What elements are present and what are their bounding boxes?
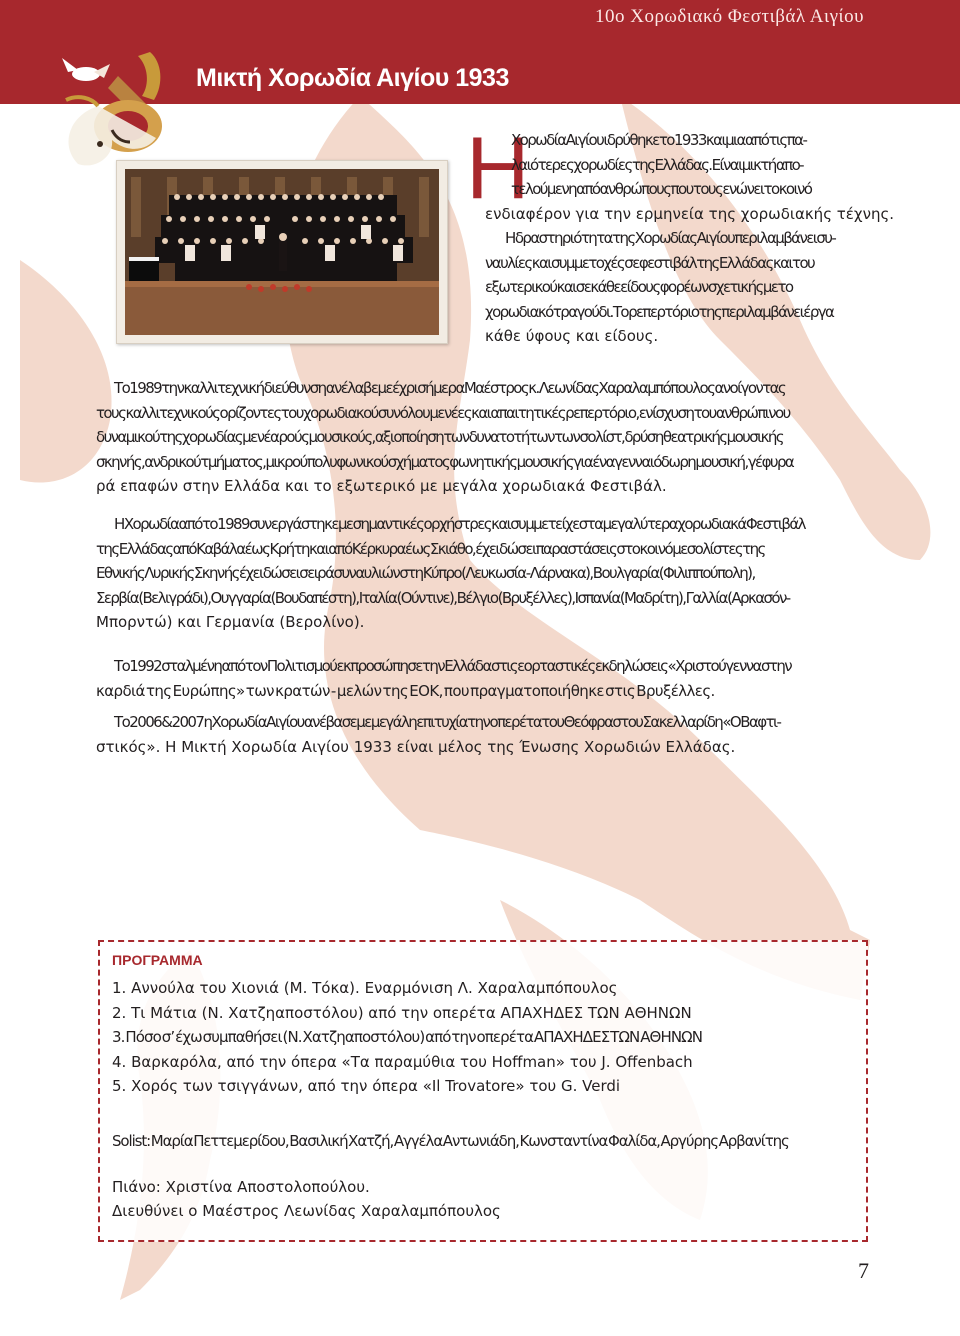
text-line: Σερβία (Βελιγράδι), Ουγγαρία (Βουδαπέστη), Ιταλία (Ούντινε), Βέλγιο (Βρυξέλλες), Ισπανία (Μαδρίτη), Γαλλία (Αρκασόν- [96,588,790,607]
text-line: ενδιαφέρον για την ερμηνεία της χορωδιακής τέχνης. [485,204,895,223]
page-title: Μικτή Χορωδία Αιγίου 1933 [196,64,509,92]
drop-cap: Η [466,118,530,217]
text-line: Η Χορωδία από το 1989 συνεργάστηκε με σημαντικές ορχήστρες και συμμετείχε στα μεγαλύτερα χορωδιακά Φεστιβάλ [114,515,805,533]
intro-paragraph [485,128,895,349]
text-line: λαιότερες χορωδίες της Ελλάδας. Είναι μικτή απο- [511,155,803,174]
text-line: Μπορντώ) και Γερμανία (Βερολίνο). [96,613,365,631]
piano-credit: Πιάνο: Χριστίνα Αποστολοπούλου. [112,1178,370,1196]
festival-logo-icon [38,46,178,170]
conductor-credit: Διευθύνει ο Μαέστρος Λεωνίδας Χαραλαμπόπουλος [112,1202,501,1220]
history-paragraph [96,376,866,499]
text-line: της Ελλάδας από Καβάλα έως Κρήτη και από Κέρκυρα έως Σκιάθο, έχει δώσει παραστάσεις στο κοινό μεσολίστες της [96,539,765,558]
text-line: Το 1989 την καλλιτεχνική διεύθυνση ανέλαβε με έχρι σήμερα Μαέστρος κ. Λεωνίδας Χαραλαμπόπουλος ανοίγοντας [114,379,786,397]
festival-title: 10ο Χορωδιακό Φεστιβάλ Αιγίου [594,6,864,27]
text-line: Το 2006 & 2007 η Χορωδία Αιγίου ανέβασε με μεγάλη επιτυχία την οπερέτα του Θεόφραστου Σακελλαρίδη «Ο Βαφτι- [114,713,781,731]
text-line: καρδιά της Ευρώπης» των κρατών - μελών της ΕΟΚ, που πραγματοποιήθηκε στις Βρυξέλλες. [96,681,715,700]
credits [112,1175,501,1223]
program-item: 4. Βαρκαρόλα, από την όπερα «Τα παραμύθια του Hoffman» του J. Offenbach [112,1052,693,1071]
text-line: Η δραστηριότητα της Χορωδίας Αιγίου περιλαμβάνει συ- [505,229,836,247]
text-line: Χορωδία Αιγίου ιδρύθηκε το 1933 και μια από τις πα- [511,131,807,149]
text-line: ναυλίες και συμμετοχές σε φεστιβάλ της Ελλάδας και του [485,253,815,272]
text-line: ρά επαφών στην Ελλάδα και το εξωτερικό με μεγάλα χορωδιακά Φεστιβάλ. [96,477,667,495]
program-heading: ΠΡΟΓΡΑΜΜΑ [112,952,203,968]
festivals-paragraph [96,512,866,635]
program-item: 3. Πόσο σ’ έχω συμπαθήσει (Ν. Χατζηαποστόλου) από την οπερέτα ΑΠΑΧΗΔΕΣ ΤΩΝ ΑΘΗΝΩΝ [112,1028,703,1046]
text-line: στικός». Η Μικτή Χορωδία Αιγίου 1933 είναι μέλος της Ένωσης Χορωδιών Ελλάδας. [96,737,736,756]
representation-paragraph [96,654,866,703]
program-list [112,976,702,1099]
text-line: τους καλλιτεχνικούς ορίζοντες του χορωδιακού συνόλου με νέες και απαιτητικές ρεπερτόριο, ενίσχυση του ανθρώπινου [96,403,790,422]
text-line: Το 1992 σταλμένη από τον Πολιτισμού εκπροσώπησε την Ελλάδα στις εορταστικές εκδηλώσεις «Χριστούγεννα στην [114,657,792,675]
text-line: εξωτερικού και σε κάθε είδους φορέων σχετικής με το [485,278,793,296]
text-line: χορωδιακό τραγούδι. Το ρεπερτόριο της περιλαμβάνει έργα [485,302,834,321]
operetta-paragraph [96,710,866,759]
page-number: 7 [858,1258,869,1283]
text-line: σκηνής, ανδρικού τμήματος, μικρού πολυφωνικού σχήματος φωνητικής μουσικής για ένα γενναιόδωρη μουσική, γέφυρα [96,452,794,471]
text-line: Εθνικής Λυρικής Σκηνής έχει δώσει σειρά συναυλιών στη Κύπρο (Λευκωσία - Λάρνακα), Βουλγαρία (Φιλιππούπολη), [96,564,755,582]
text-line: δυναμικού της χορωδίας με νέα ρούς μουσικούς, αξιοποίηση των δυνατοτήτων των σολίστ, δρύση θεατρικής μουσικής [96,428,783,446]
soloists-line: Solist: Μαρία Πεττεμερίδου, Βασιλική Χατζή, Αγγέλα Αντωνιάδη, Κωνσταντίνα Φαλίδα, Αργύρης Αρβανίτης [112,1132,789,1150]
program-item: 5. Χορός των τσιγγάνων, από την όπερα «Il Trovatore» του G. Verdi [112,1077,621,1095]
choir-photo-frame [116,160,448,344]
text-line: τελούμενη από ανθρώπους που τους ενώνει το κοινό [511,180,812,198]
text-line: κάθε ύφους και είδους. [485,327,659,345]
program-box [98,940,868,1242]
program-item: 1. Αννούλα του Χιονιά (Μ. Τόκα). Εναρμόνιση Λ. Χαραλαμπόπουλος [112,979,618,997]
choir-photo [125,169,439,335]
program-item: 2. Τι Μάτια (Ν. Χατζηαποστόλου) από την οπερέτα ΑΠΑΧΗΔΕΣ ΤΩΝ ΑΘΗΝΩΝ [112,1003,692,1022]
